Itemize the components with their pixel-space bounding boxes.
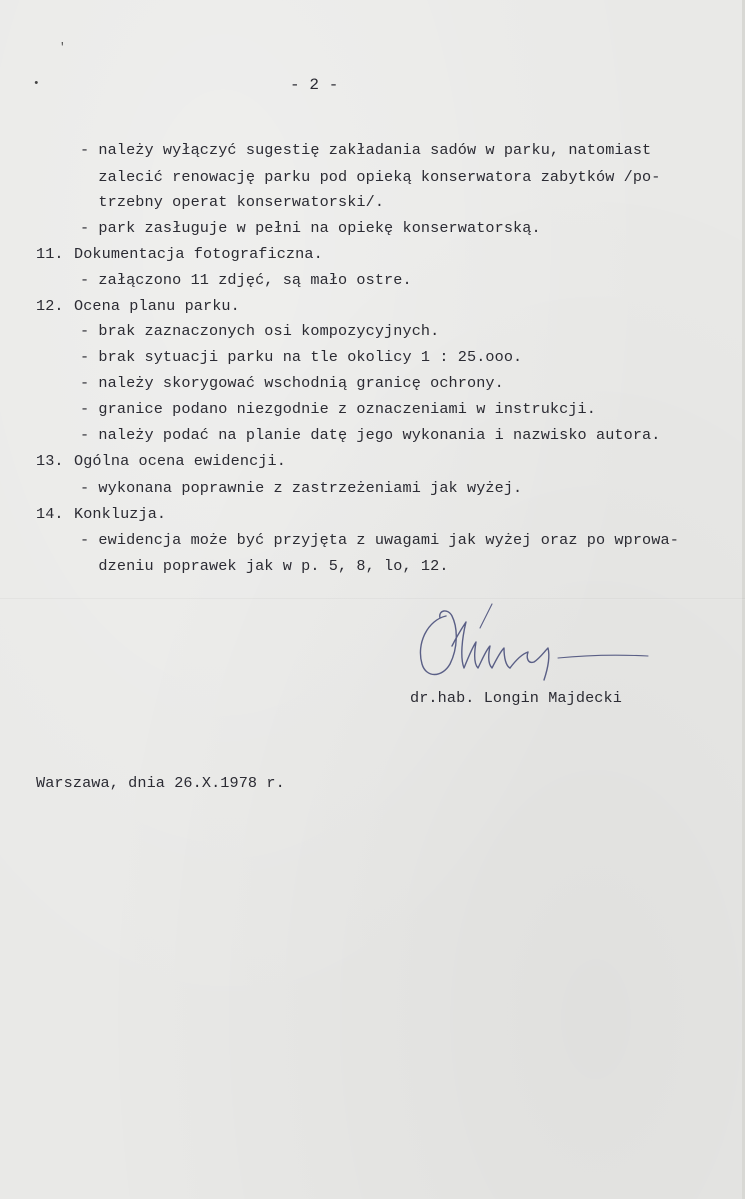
item-title: Ogólna ocena ewidencji. [74, 452, 286, 470]
item-line: zalecić renowację parku pod opieką konserwatora zabytków /po- [80, 168, 661, 186]
margin-mark-left: • [33, 78, 40, 90]
item-line: - wykonana poprawnie z zastrzeżeniami jak wyżej. [80, 479, 523, 497]
item-title: Ocena planu parku. [74, 297, 240, 315]
item-line: trzebny operat konserwatorski/. [80, 193, 385, 211]
item-line: - załączono 11 zdjęć, są mało ostre. [80, 271, 412, 289]
item-number: 13. [36, 452, 64, 470]
item-title: Dokumentacja fotograficzna. [74, 245, 323, 263]
margin-mark-top: ' [59, 42, 66, 54]
handwritten-signature [408, 598, 668, 688]
item-line: - należy wyłączyć sugestię zakładania sadów w parku, natomiast [80, 141, 652, 159]
item-line: - brak zaznaczonych osi kompozycyjnych. [80, 322, 440, 340]
item-line: - brak sytuacji parku na tle okolicy 1 : 25.ooo. [80, 348, 523, 366]
item-line: - należy skorygować wschodnią granicę ochrony. [80, 374, 504, 392]
item-line: - granice podano niezgodnie z oznaczeniami w instrukcji. [80, 400, 596, 418]
item-line: - należy podać na planie datę jego wykonania i nazwisko autora. [80, 426, 661, 444]
item-number: 12. [36, 297, 64, 315]
item-number: 11. [36, 245, 64, 263]
signatory-name: dr.hab. Longin Majdecki [410, 689, 622, 707]
item-line: - park zasługuje w pełni na opiekę konserwatorską. [80, 219, 541, 237]
item-line: - ewidencja może być przyjęta z uwagami jak wyżej oraz po wprowa- [80, 531, 679, 549]
place-and-date: Warszawa, dnia 26.X.1978 r. [36, 774, 285, 792]
item-number: 14. [36, 505, 64, 523]
page-number: - 2 - [290, 76, 339, 94]
item-line: dzeniu poprawek jak w p. 5, 8, lo, 12. [80, 557, 449, 575]
item-title: Konkluzja. [74, 505, 167, 523]
